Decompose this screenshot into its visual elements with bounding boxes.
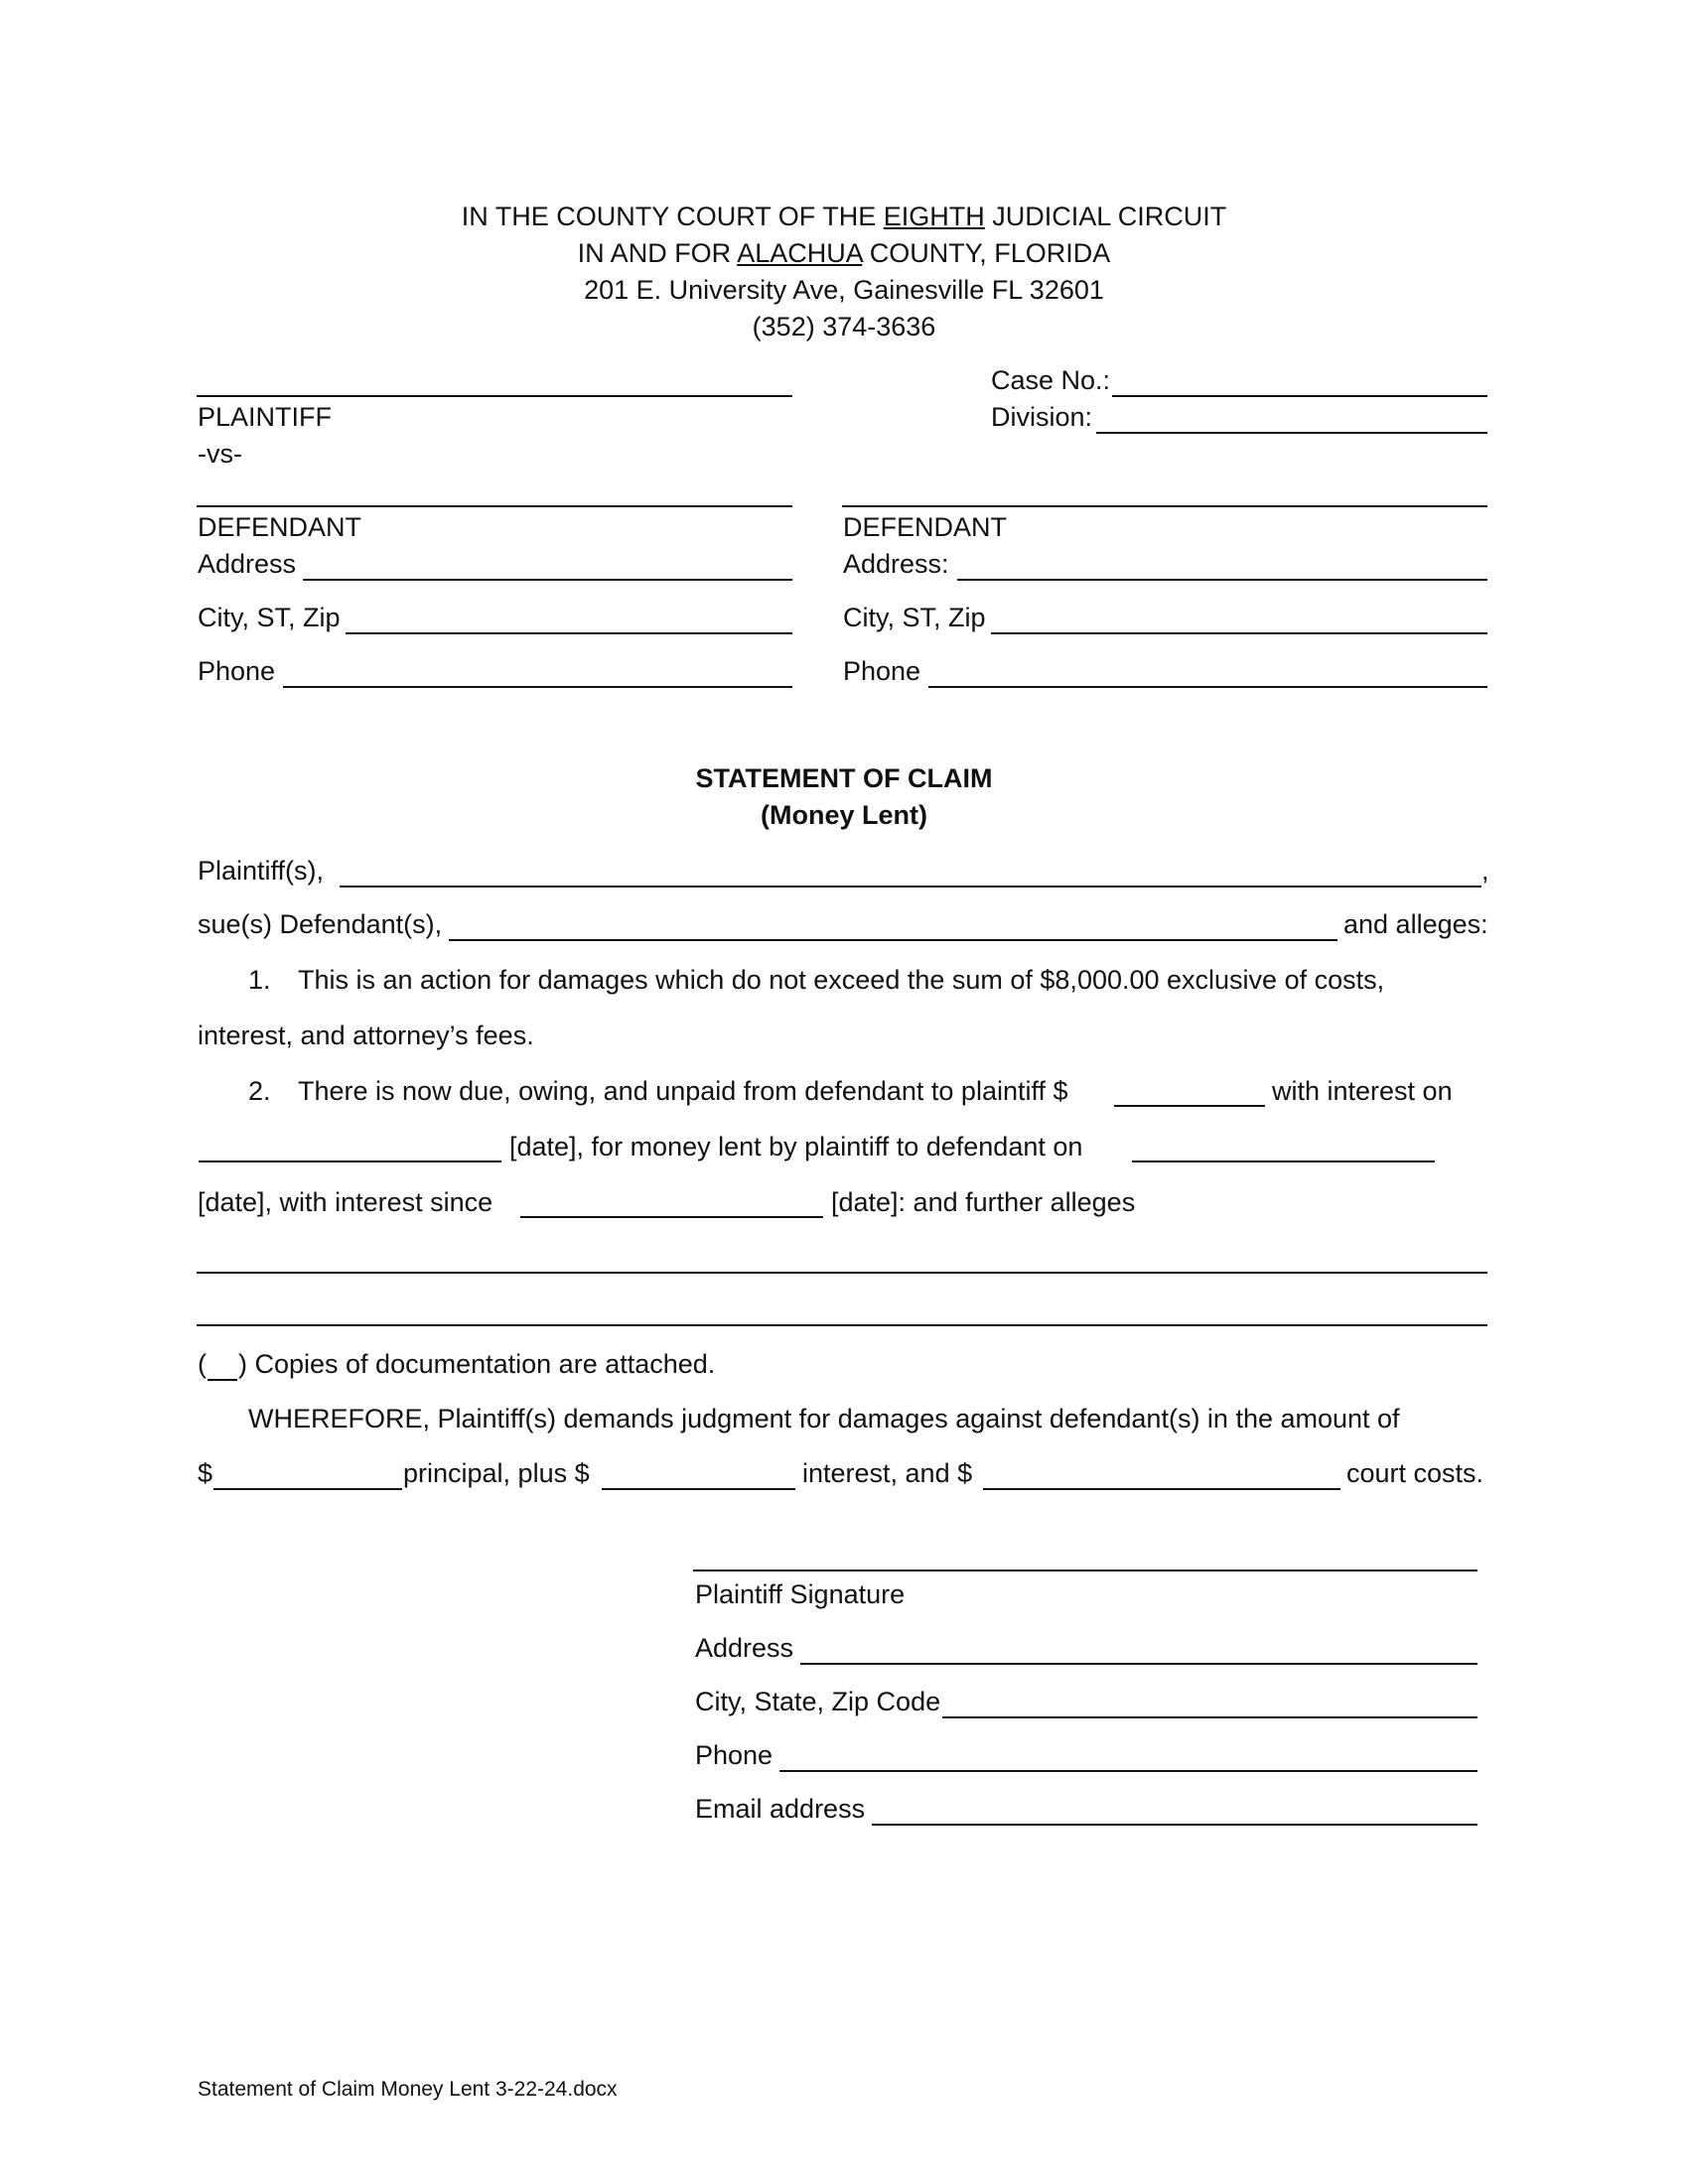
plaintiffs-comma: ,: [1481, 856, 1489, 886]
signature-phone-label: Phone: [695, 1740, 774, 1770]
plaintiff-signature-line[interactable]: [693, 1570, 1477, 1571]
further-alleges-label: [date]: and further alleges: [831, 1187, 1136, 1217]
para1-line1: This is an action for damages which do not exceed the sum of $8,000.00 exclusive of costs,: [298, 965, 1385, 995]
defendant1-city-field[interactable]: [346, 632, 792, 634]
signature-city-field[interactable]: [942, 1716, 1477, 1718]
defendant2-phone-label: Phone: [843, 656, 921, 686]
principal-dollar-sign: $: [198, 1458, 213, 1488]
case-no-field[interactable]: [1112, 395, 1487, 397]
signature-email-field[interactable]: [872, 1824, 1477, 1826]
defendants-name-field[interactable]: [449, 939, 1337, 941]
defendant1-address-label: Address: [198, 549, 297, 579]
county-name: ALACHUA: [737, 238, 863, 268]
wherefore-text: WHEREFORE, Plaintiff(s) demands judgment for damages against defendant(s) in the amount of: [248, 1404, 1400, 1433]
signature-phone-field[interactable]: [779, 1770, 1477, 1772]
copies-attached-label: ) Copies of documentation are attached.: [238, 1349, 716, 1379]
further-allegations-line-2[interactable]: [197, 1324, 1487, 1326]
defendant1-phone-field[interactable]: [283, 686, 792, 688]
defendant2-city-field[interactable]: [991, 632, 1487, 634]
principal-label: principal, plus $: [403, 1458, 590, 1488]
circuit-name: EIGHTH: [883, 202, 985, 231]
court-costs-label: court costs.: [1346, 1458, 1484, 1488]
interest-since-date-field[interactable]: [520, 1216, 823, 1218]
signature-address-label: Address: [695, 1633, 794, 1663]
interest-label: interest, and $: [802, 1458, 973, 1488]
signature-city-label: City, State, Zip Code: [695, 1687, 941, 1716]
para2-line3-text: [date], with interest since: [198, 1187, 493, 1217]
defendant2-address-field[interactable]: [957, 579, 1487, 581]
defendant2-name-line[interactable]: [842, 505, 1487, 507]
document-subtitle: (Money Lent): [761, 800, 927, 830]
division-field[interactable]: [1096, 432, 1487, 434]
court-header-line2: IN AND FOR ALACHUA COUNTY, FLORIDA: [577, 238, 1111, 268]
defendant1-label: DEFENDANT: [198, 512, 362, 542]
defendant1-name-line[interactable]: [197, 505, 792, 507]
court-header-line1: IN THE COUNTY COURT OF THE EIGHTH JUDICIAL CIRCUIT: [461, 202, 1227, 231]
sues-defendants-label: sue(s) Defendant(s),: [198, 909, 443, 939]
defendant2-phone-field[interactable]: [928, 686, 1487, 688]
footer-filename: Statement of Claim Money Lent 3-22-24.docx: [198, 2078, 618, 2101]
para2-number: 2.: [248, 1076, 271, 1106]
plaintiffs-label: Plaintiff(s),: [198, 856, 325, 886]
plaintiff-label: PLAINTIFF: [198, 402, 333, 432]
plaintiffs-name-field[interactable]: [340, 886, 1481, 887]
defendant1-city-label: City, ST, Zip: [198, 603, 341, 632]
court-costs-amount-field[interactable]: [983, 1488, 1340, 1490]
amount-due-field[interactable]: [1114, 1105, 1265, 1107]
lent-date-field[interactable]: [1132, 1160, 1435, 1162]
plaintiff-name-line[interactable]: [197, 395, 792, 397]
division-label: Division:: [991, 402, 1093, 432]
document-title: STATEMENT OF CLAIM: [695, 763, 993, 793]
vs-label: -vs-: [198, 439, 242, 469]
and-alleges-label: and alleges:: [1343, 909, 1488, 939]
defendant2-address-label: Address:: [843, 549, 949, 579]
defendant1-address-field[interactable]: [303, 579, 792, 581]
court-phone: (352) 374-3636: [752, 312, 936, 341]
copies-open-paren: (: [198, 1349, 207, 1379]
interest-date-field[interactable]: [199, 1160, 501, 1162]
signature-address-field[interactable]: [800, 1663, 1477, 1665]
with-interest-on-label: with interest on: [1272, 1076, 1453, 1106]
plaintiff-signature-label: Plaintiff Signature: [695, 1579, 906, 1609]
para2-line1-text: There is now due, owing, and unpaid from defendant to plaintiff $: [298, 1076, 1068, 1106]
further-allegations-line-1[interactable]: [197, 1272, 1487, 1274]
copies-attached-checkbox[interactable]: [208, 1379, 237, 1381]
defendant2-city-label: City, ST, Zip: [843, 603, 986, 632]
para1-line2: interest, and attorney’s fees.: [198, 1021, 534, 1050]
court-address: 201 E. University Ave, Gainesville FL 32601: [584, 275, 1104, 305]
defendant1-phone-label: Phone: [198, 656, 276, 686]
para1-number: 1.: [248, 965, 271, 995]
case-no-label: Case No.:: [991, 365, 1111, 395]
principal-amount-field[interactable]: [213, 1488, 402, 1490]
para2-line2-text: [date], for money lent by plaintiff to defendant on: [509, 1132, 1083, 1161]
defendant2-label: DEFENDANT: [843, 512, 1008, 542]
signature-email-label: Email address: [695, 1794, 866, 1824]
interest-amount-field[interactable]: [602, 1488, 795, 1490]
